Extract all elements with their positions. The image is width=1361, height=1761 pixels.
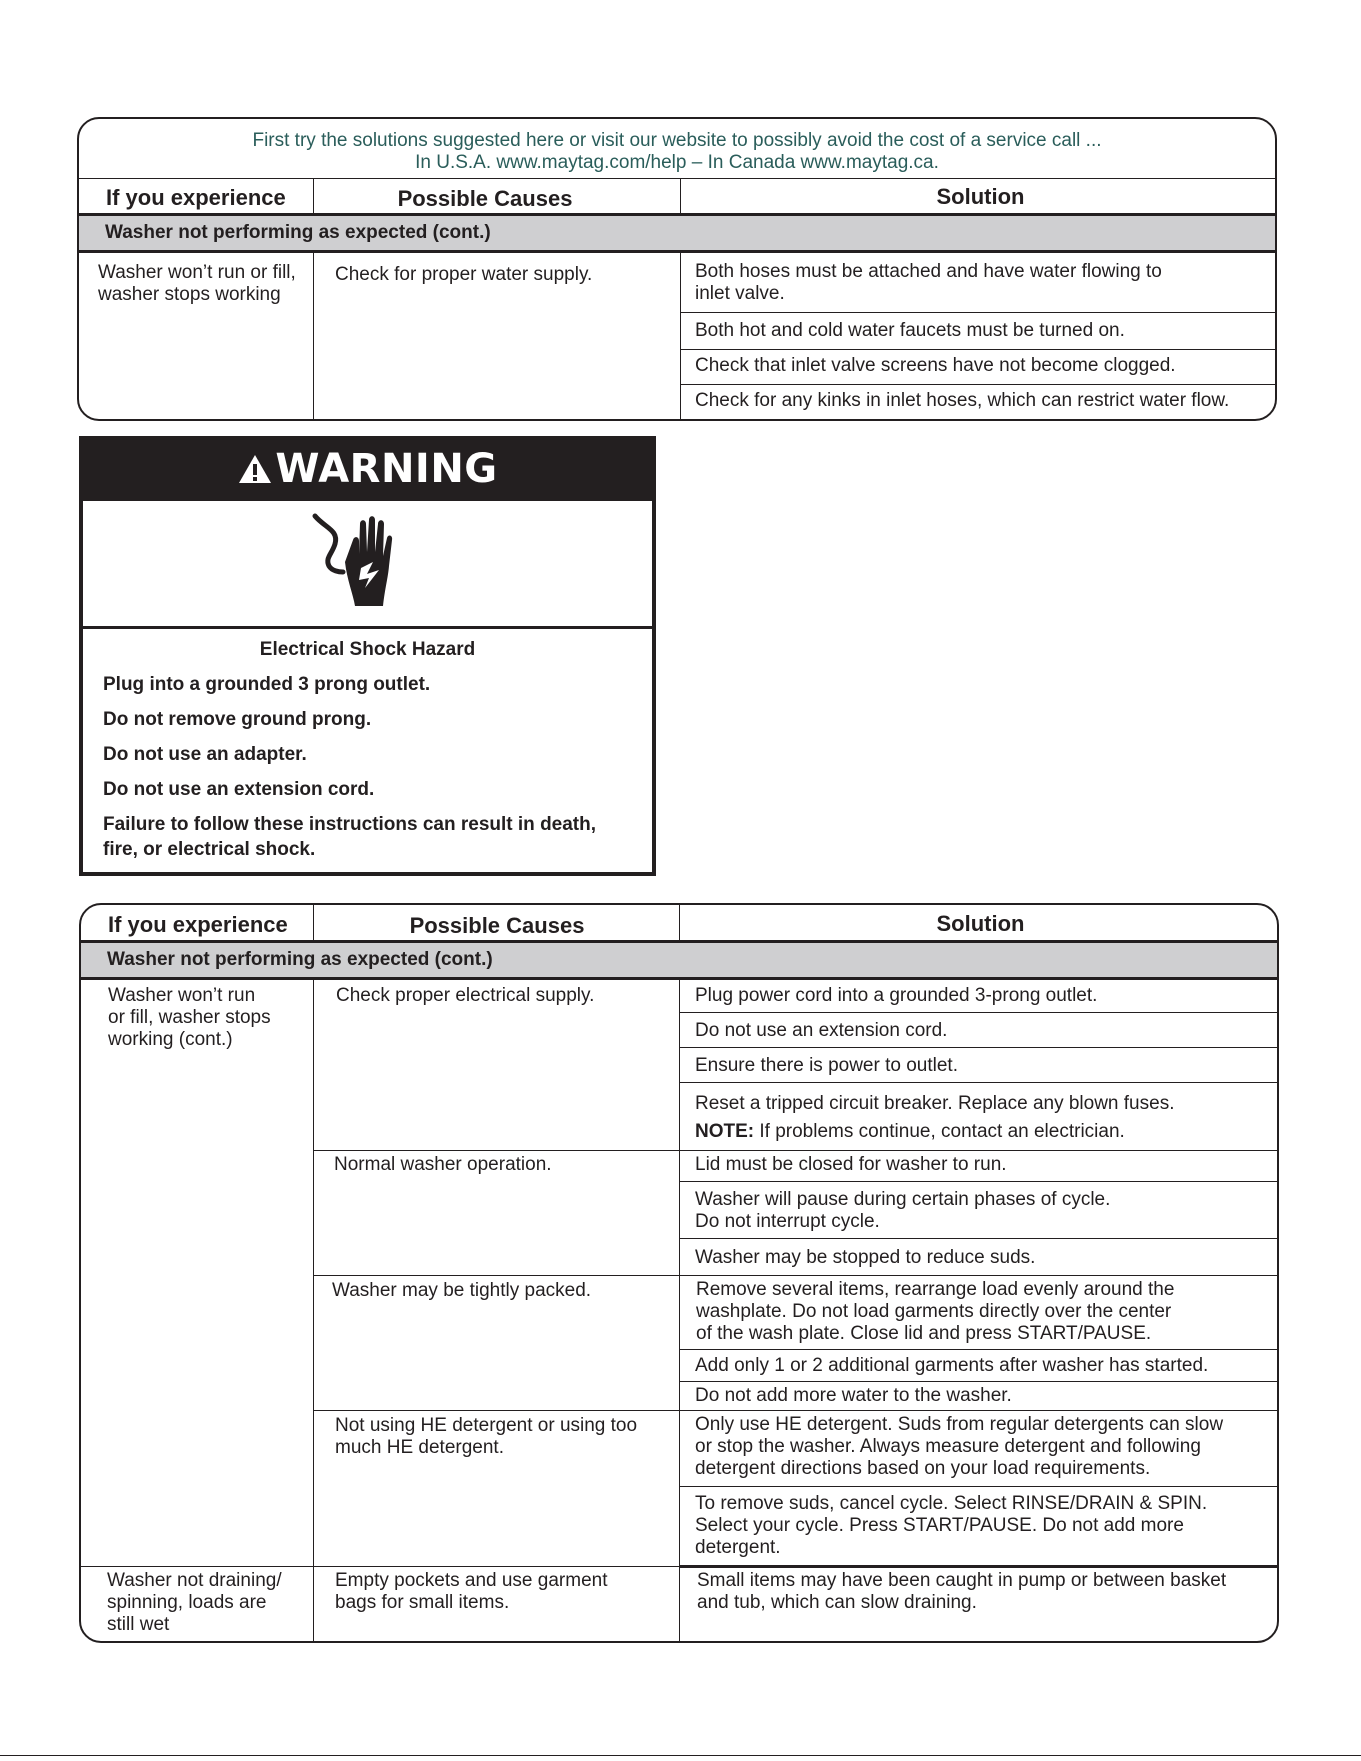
solution-row: Only use HE detergent. Suds from regular detergents can slow or stop the washer. Always measure detergent and following detergent directions based on your load requirements. (695, 1414, 1224, 1479)
cause-divider (313, 1150, 680, 1151)
service-notice-line-2: In U.S.A. www.maytag.com/help – In Canada www.maytag.ca. (415, 152, 939, 173)
column-header-experience: If you experience (108, 912, 288, 937)
warning-title: WARNING (275, 446, 498, 492)
solution-row: Washer may be stopped to reduce suds. (695, 1247, 1036, 1268)
solution-row: Reset a tripped circuit breaker. Replace any blown fuses. NOTE: If problems continue, contact an electrician. (695, 1090, 1174, 1146)
header-divider-2 (679, 905, 680, 941)
solution-row: To remove suds, cancel cycle. Select RINSE/DRAIN & SPIN. Select your cycle. Press START/PAUSE. Do not add more detergent. (695, 1493, 1208, 1558)
troubleshooting-table-1 (77, 117, 1277, 421)
warning-line: Plug into a grounded 3 prong outlet. (103, 674, 431, 695)
body-divider-1 (313, 980, 314, 1643)
header-divider-2 (680, 178, 681, 214)
cause-divider (313, 1566, 680, 1567)
warning-rule-1 (83, 498, 652, 501)
column-header-causes: Possible Causes (397, 186, 573, 211)
column-header-solution: Solution (936, 911, 1025, 936)
solution-row: Plug power cord into a grounded 3-prong outlet. (695, 985, 1098, 1006)
troubleshooting-table-2 (79, 903, 1279, 1643)
solution-divider (679, 1349, 1277, 1350)
solution-divider (679, 1012, 1277, 1013)
experience-divider (81, 1566, 314, 1567)
solution-divider (680, 384, 1275, 385)
header-divider-1 (313, 178, 314, 214)
solution-divider (679, 1381, 1277, 1382)
cause-text: Normal washer operation. (334, 1154, 552, 1175)
page-bottom-rule (0, 1755, 1361, 1756)
shock-hand-icon (303, 510, 423, 615)
warning-consequence: Failure to follow these instructions can result in death, fire, or electrical shock. (103, 814, 597, 860)
cause-divider (313, 1410, 680, 1411)
solution-row: Check for any kinks in inlet hoses, which can restrict water flow. (695, 390, 1230, 411)
solution-row: Lid must be closed for washer to run. (695, 1154, 1007, 1175)
cause-text: Not using HE detergent or using too much HE detergent. (335, 1415, 638, 1458)
solution-row: Small items may have been caught in pump or between basket and tub, which can slow draining. (697, 1570, 1227, 1613)
warning-header (83, 440, 652, 498)
experience-text: Washer not draining/ spinning, loads are still wet (107, 1570, 282, 1635)
cause-divider (313, 1275, 680, 1276)
column-header-solution: Solution (936, 184, 1025, 209)
solution-divider (679, 1082, 1277, 1083)
header-top-rule (79, 178, 1275, 179)
warning-box (79, 436, 656, 876)
body-divider-2 (680, 253, 681, 421)
solution-row: Add only 1 or 2 additional garments after washer has started. (695, 1355, 1209, 1376)
hazard-title: Electrical Shock Hazard (259, 639, 476, 660)
solution-divider (679, 1410, 1277, 1411)
warning-rule-2 (83, 626, 652, 629)
cause-text: Empty pockets and use garment bags for small items. (335, 1570, 608, 1613)
solution-row: Ensure there is power to outlet. (695, 1055, 958, 1076)
solution-divider (679, 1150, 1277, 1151)
warning-triangle-icon (237, 453, 273, 485)
solution-row: Check that inlet valve screens have not become clogged. (695, 355, 1176, 376)
solution-divider (679, 1486, 1277, 1487)
solution-divider (680, 312, 1275, 313)
body-divider-2 (679, 980, 680, 1643)
note-label: NOTE: (695, 1121, 755, 1142)
solution-row: Both hoses must be attached and have water flowing to inlet valve. (695, 261, 1162, 304)
cause-text: Washer may be tightly packed. (332, 1280, 592, 1301)
solution-row: Do not add more water to the washer. (695, 1385, 1012, 1406)
section-bar: Washer not performing as expected (cont.) (81, 943, 1277, 977)
cause-text: Check for proper water supply. (335, 264, 593, 285)
solution-row: Both hot and cold water faucets must be turned on. (695, 320, 1125, 341)
solution-row: Do not use an extension cord. (695, 1020, 948, 1041)
cause-text: Check proper electrical supply. (336, 985, 595, 1006)
column-header-causes: Possible Causes (409, 913, 585, 938)
solution-divider (679, 1275, 1277, 1276)
note-line: NOTE: If problems continue, contact an electrician. (695, 1121, 1125, 1142)
solution-divider (679, 1047, 1277, 1048)
column-header-experience: If you experience (106, 185, 286, 210)
warning-line: Do not use an extension cord. (103, 779, 375, 800)
solution-divider (679, 1565, 1277, 1568)
experience-text: Washer won’t run or fill, washer stops working (cont.) (108, 985, 271, 1050)
section-bar: Washer not performing as expected (cont.) (79, 216, 1275, 250)
solution-row: Remove several items, rearrange load evenly around the washplate. Do not load garments directly over the center of the wash plate. Close lid and press START/PAUSE. (696, 1279, 1175, 1344)
solution-row: Washer will pause during certain phases of cycle. Do not interrupt cycle. (695, 1189, 1111, 1232)
experience-text: Washer won’t run or fill, washer stops working (98, 262, 296, 305)
header-divider-1 (313, 905, 314, 941)
warning-line: Do not use an adapter. (103, 744, 307, 765)
service-notice-line-1: First try the solutions suggested here or visit our website to possibly avoid the cost of a service call ... (252, 130, 1102, 151)
solution-divider (680, 349, 1275, 350)
section-bottom-rule (79, 250, 1275, 253)
body-divider-1 (313, 253, 314, 421)
solution-divider (679, 1238, 1277, 1239)
solution-divider (679, 1181, 1277, 1182)
warning-line: Do not remove ground prong. (103, 709, 372, 730)
